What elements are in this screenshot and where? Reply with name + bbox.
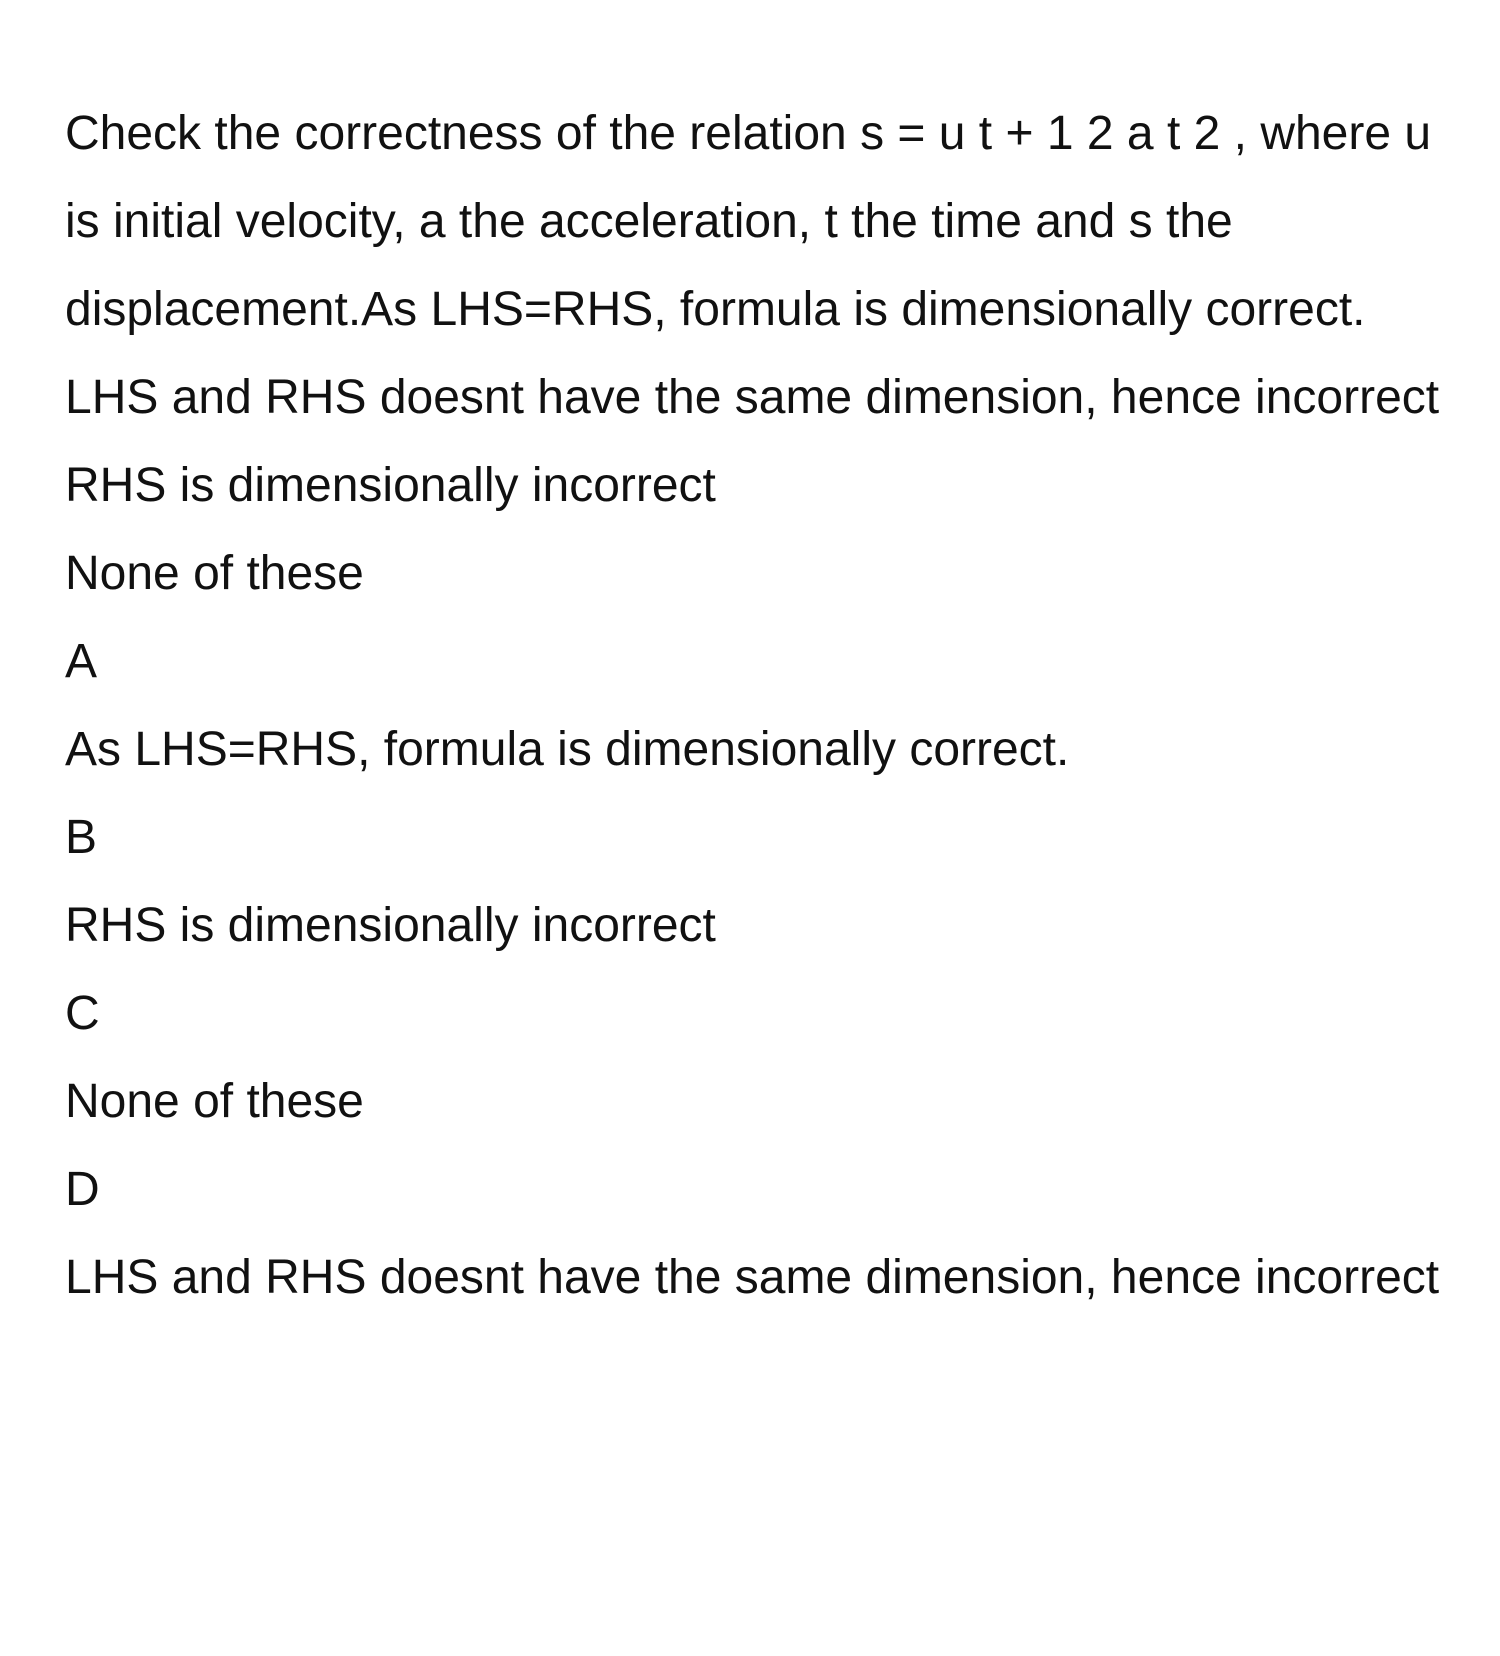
option-b-letter: B [65, 811, 98, 864]
option-d-text: LHS and RHS doesnt have the same dimension, hence incorrect [65, 1251, 1440, 1304]
question-text: Check the correctness of the relation s = u t + 1 2 a t 2 , where u is initial velocity, a the acceleration, t the time and s the displacement.As LHS=RHS, formula is dimensionally correct. [65, 107, 1432, 336]
option-a-letter: A [65, 635, 98, 688]
inline-option-1: LHS and RHS doesnt have the same dimension, hence incorrect [65, 371, 1440, 424]
inline-option-3: None of these [65, 547, 364, 600]
option-b-text: RHS is dimensionally incorrect [65, 899, 716, 952]
option-d-letter: D [65, 1163, 100, 1216]
document [65, 90, 1450, 1322]
option-c-text: None of these [65, 1075, 364, 1128]
option-c-letter: C [65, 987, 100, 1040]
inline-option-2: RHS is dimensionally incorrect [65, 459, 716, 512]
option-a-text: As LHS=RHS, formula is dimensionally correct. [65, 723, 1070, 776]
